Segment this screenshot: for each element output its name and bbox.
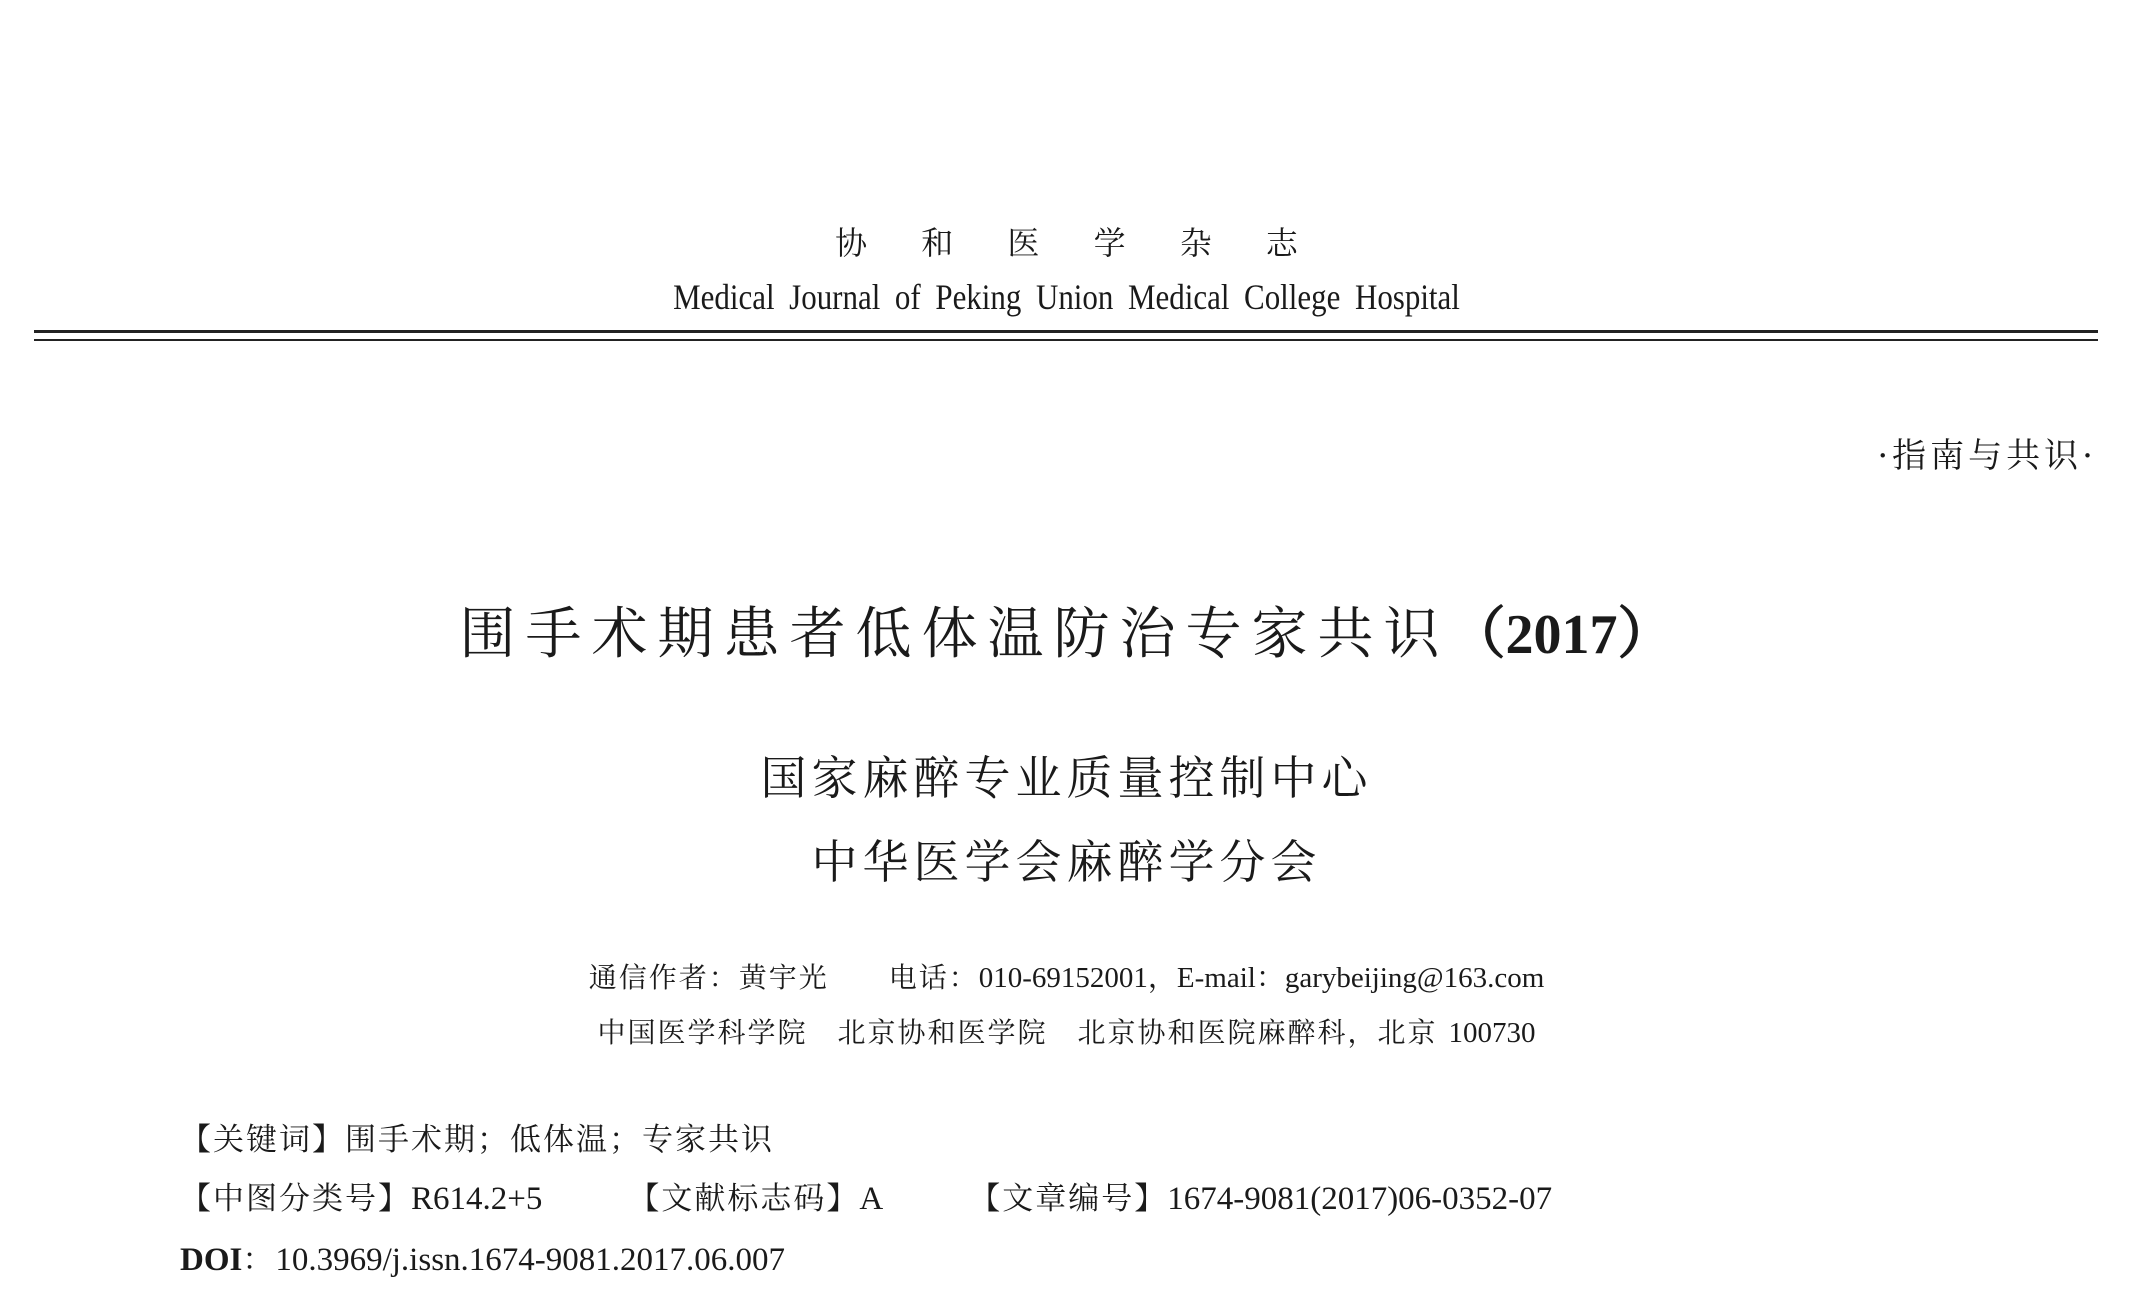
doi-line <box>180 1234 785 1279</box>
keywords-label: 【关键词】 <box>180 1122 345 1158</box>
doc-code: A <box>859 1181 884 1217</box>
clc-number: R614.2+5 <box>411 1181 543 1217</box>
phone-number: 010-69152001， <box>978 962 1177 994</box>
keywords-line <box>180 1114 774 1159</box>
phone-label: 电话： <box>888 961 979 994</box>
journal-name-english: Medical Journal of Peking Union Medical College Hospital <box>673 277 1460 317</box>
journal-name-chinese: 协 和 医 学 杂 志 <box>835 224 1320 262</box>
header-rule-thick <box>34 330 2098 333</box>
article-title <box>0 590 2133 670</box>
doi-separator: ： <box>242 1242 276 1278</box>
article-title-text: 围手术期患者低体温防治专家共识 <box>459 602 1450 667</box>
corresponding-author: 通信作者：黄宇光 <box>588 961 829 994</box>
author-organization-1: 国家麻醉专业质量控制中心 <box>760 751 1373 805</box>
article-number: 1674-9081(2017)06-0352-07 <box>1167 1181 1553 1217</box>
corresponding-author-line <box>0 955 2133 996</box>
doi-value: 10.3969/j.issn.1674-9081.2017.06.007 <box>275 1242 786 1278</box>
doi-label: DOI <box>180 1242 243 1278</box>
postcode: 100730 <box>1448 1017 1536 1049</box>
affiliation: 中国医学科学院 北京协和医学院 北京协和医院麻醉科，北京 <box>597 1016 1438 1049</box>
column-tag: ·指南与共识· <box>1877 436 2097 476</box>
author-organization-2: 中华医学会麻醉学分会 <box>811 835 1322 889</box>
article-title-year: （2017） <box>1449 604 1674 666</box>
affiliation-line <box>0 1011 2133 1051</box>
classification-line <box>180 1173 1552 1218</box>
keywords: 围手术期；低体温；专家共识 <box>345 1122 774 1158</box>
email-label: E-mail： <box>1176 962 1285 994</box>
header-rule-thin <box>34 339 2098 341</box>
clc-label: 【中图分类号】 <box>180 1181 411 1217</box>
doc-code-label: 【文献标志码】 <box>628 1181 860 1217</box>
email-address: garybeijing@163.com <box>1284 962 1545 994</box>
article-number-label: 【文章编号】 <box>969 1181 1168 1217</box>
